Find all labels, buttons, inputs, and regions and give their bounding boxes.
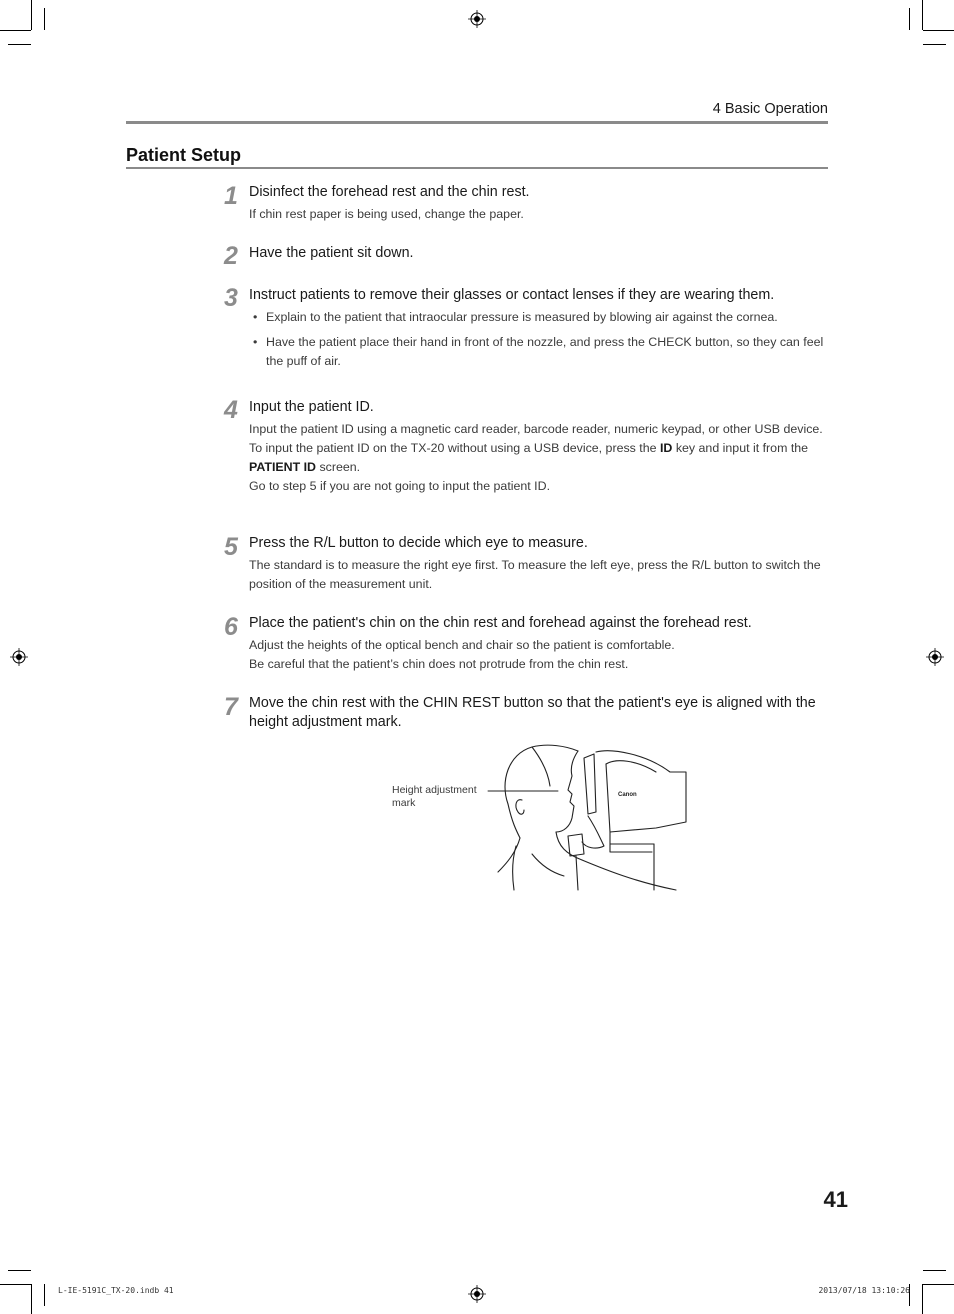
- text-run: key and input it from the: [672, 441, 809, 455]
- step-number: 5: [224, 533, 238, 561]
- step-heading: Have the patient sit down.: [249, 245, 414, 261]
- footer-date-slug: 2013/07/18 13:10:26: [818, 1286, 910, 1295]
- figure-callout-label: Height adjustment mark: [392, 784, 477, 809]
- step-body-line: Be careful that the patient’s chin does not protrude from the chin rest.: [249, 657, 629, 671]
- title-rule: [126, 167, 828, 169]
- step-body-line: Input the patient ID using a magnetic card reader, barcode reader, numeric keypad, or other USB device.: [249, 422, 823, 436]
- canon-brand-mark: Canon: [618, 792, 637, 798]
- crop-mark: [0, 1284, 31, 1285]
- step-number: 6: [224, 613, 238, 641]
- crop-mark: [8, 44, 31, 45]
- step-body: If chin rest paper is being used, change the paper.: [249, 207, 524, 221]
- registration-mark-icon: [468, 10, 486, 28]
- crop-mark: [31, 1284, 32, 1314]
- crop-mark: [31, 0, 32, 30]
- step-heading: Instruct patients to remove their glasses or contact lenses if they are wearing them.: [249, 287, 775, 303]
- crop-mark: [0, 30, 31, 31]
- bullet-marker: •: [253, 335, 258, 349]
- registration-mark-icon: [468, 1285, 486, 1303]
- registration-mark-icon: [926, 648, 944, 666]
- registration-mark-icon: [10, 648, 28, 666]
- crop-mark: [922, 0, 923, 30]
- step-number: 7: [224, 693, 238, 721]
- header-rule: [126, 121, 828, 124]
- text-run: To input the patient ID on the TX-20 without using a USB device, press the: [249, 441, 660, 455]
- step-heading: Move the chin rest with the CHIN REST button so that the patient's eye is aligned with the height adjustment mark.: [249, 695, 816, 730]
- step-number: 1: [224, 182, 238, 210]
- step-number: 4: [224, 396, 238, 424]
- crop-mark: [922, 1284, 923, 1314]
- step-body-line: Adjust the heights of the optical bench and chair so the patient is comfortable.: [249, 638, 675, 652]
- footer-file-slug: L-IE-5191C_TX-20.indb 41: [58, 1286, 174, 1295]
- step-body-line: Go to step 5 if you are not going to input the patient ID.: [249, 479, 551, 493]
- step-heading: Disinfect the forehead rest and the chin rest.: [249, 184, 530, 200]
- step-heading: Place the patient's chin on the chin rest and forehead against the forehead rest.: [249, 615, 752, 631]
- patient-at-tonometer-illustration: [486, 742, 688, 892]
- step-heading: Press the R/L button to decide which eye to measure.: [249, 535, 588, 551]
- bullet-item: Have the patient place their hand in front of the nozzle, and press the CHECK button, so they can feel the puff of air.: [266, 335, 824, 368]
- step-body-line: [249, 439, 829, 477]
- id-key-label: ID: [659, 441, 673, 455]
- section-title: Patient Setup: [126, 145, 242, 165]
- text-run: screen.: [316, 460, 361, 474]
- crop-mark: [923, 30, 954, 31]
- step-body: [249, 420, 829, 496]
- step-heading: Input the patient ID.: [249, 399, 374, 415]
- crop-mark: [923, 1270, 946, 1271]
- crop-mark: [923, 44, 946, 45]
- crop-mark: [8, 1270, 31, 1271]
- step-number: 2: [224, 242, 238, 270]
- patient-id-screen-label: PATIENT ID: [249, 460, 316, 474]
- crop-mark: [909, 8, 910, 30]
- page-number: 41: [823, 1187, 848, 1212]
- bullet-marker: •: [253, 310, 258, 324]
- crop-mark: [44, 8, 45, 30]
- crop-mark: [44, 1284, 45, 1306]
- step-number: 3: [224, 284, 238, 312]
- step-body: [249, 636, 829, 674]
- step-body: The standard is to measure the right eye first. To measure the left eye, press the R/L button to switch the position of the measurement unit.: [249, 558, 821, 591]
- bullet-item: Explain to the patient that intraocular pressure is measured by blowing air against the cornea.: [266, 310, 778, 324]
- crop-mark: [923, 1284, 954, 1285]
- running-header: 4 Basic Operation: [712, 101, 828, 117]
